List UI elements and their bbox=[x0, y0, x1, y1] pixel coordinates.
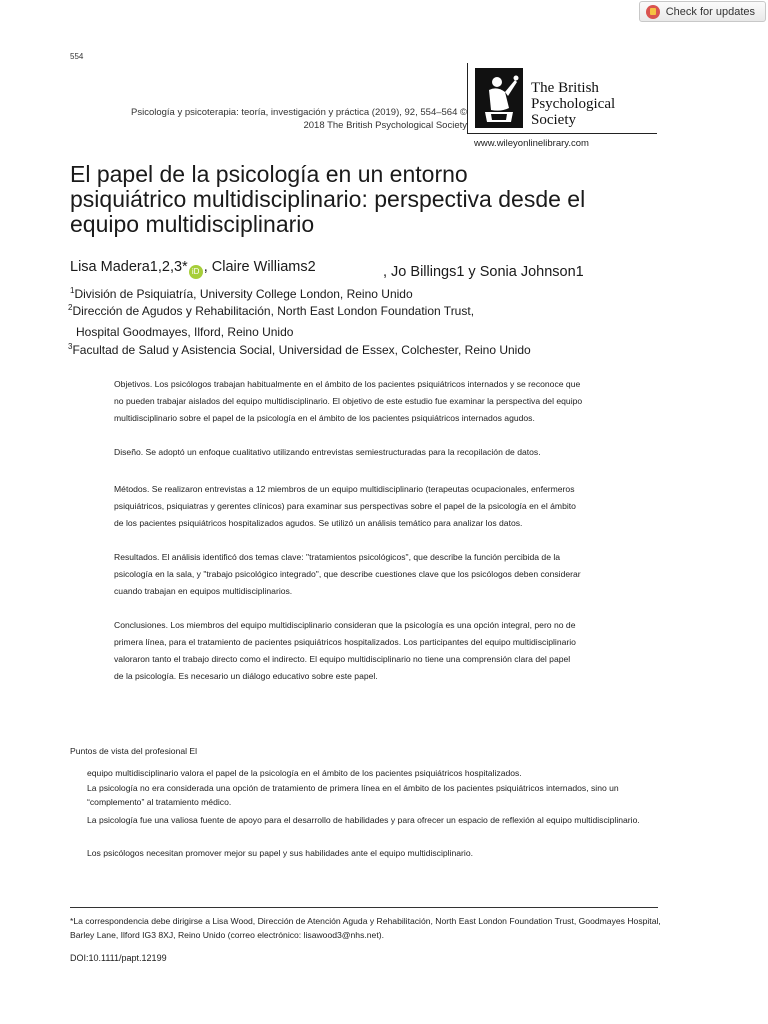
abstract-objetivos bbox=[114, 376, 654, 427]
abstract-line: Conclusiones. Los miembros del equipo multidisciplinario consideran que la psicología es una opción integral, pero no de bbox=[114, 620, 576, 630]
affiliation bbox=[70, 286, 413, 301]
abstract-line: valoraron tanto el trabajo directo como el indirecto. El equipo multidisciplinario no tiene una comprensión clara del papel bbox=[114, 654, 571, 664]
abstract-line: Resultados. El análisis identificó dos temas clave: "tratamientos psicológicos", que describe la función percibida de la bbox=[114, 552, 561, 562]
author-name: , Claire Williams2 bbox=[203, 259, 316, 275]
affiliation bbox=[68, 342, 531, 357]
practitioner-point: Los psicólogos necesitan promover mejor su papel y sus habilidades ante el equipo multidisciplinario. bbox=[87, 848, 473, 858]
abstract-metodos bbox=[114, 481, 654, 532]
header-horizontal-rule bbox=[467, 133, 657, 134]
abstract-line: Métodos. Se realizaron entrevistas a 12 miembros de un equipo multidisciplinario (terapeutas ocupacionales, enfermeros bbox=[114, 484, 575, 494]
abstract-line: multidisciplinario sobre el papel de la psicología en el ámbito de los pacientes psiquiátricos internados agudos. bbox=[114, 413, 535, 423]
abstract-conclusiones bbox=[114, 617, 654, 685]
author-name: Lisa Madera1,2,3* bbox=[70, 259, 188, 275]
author-list bbox=[70, 259, 316, 279]
logo-line1: The British bbox=[531, 80, 599, 96]
abstract-line: de la psicología. Es necesario un diálogo educativo sobre este papel. bbox=[114, 671, 378, 681]
affiliation-number: 1 bbox=[70, 286, 75, 295]
practitioner-point: La psicología no era considerada una opción de tratamiento de primera línea en el ámbito de los pacientes psiquiátricos internados, sino un “complemento” al tratamiento médico. bbox=[87, 783, 619, 807]
affiliation-text: Facultad de Salud y Asistencia Social, Universidad de Essex, Colchester, Reino Unido bbox=[72, 343, 531, 357]
abstract-line: psiquiátricos, psiquiatras y gerentes clínicos) para examinar sus perspectivas sobre el papel de la psicología en el ámbito bbox=[114, 501, 576, 511]
affiliation-text: Dirección de Agudos y Rehabilitación, North East London Foundation Trust, bbox=[72, 304, 475, 318]
abstract-line: no pueden trabajar aislados del equipo multidisciplinario. El objetivo de este estudio fue examinar la perspectiva del equipo bbox=[114, 396, 583, 406]
abstract-line: Diseño. Se adoptó un enfoque cualitativo utilizando entrevistas semiestructuradas para la recopilación de datos. bbox=[114, 447, 541, 457]
title-line2: psiquiátrico multidisciplinario: perspectiva desde el bbox=[70, 186, 586, 212]
bps-emblem-icon bbox=[475, 68, 523, 128]
abstract-resultados bbox=[114, 549, 654, 600]
practitioner-point: La psicología fue una valiosa fuente de apoyo para el desarrollo de habilidades y para ofrecer un espacio de reflexión al equipo multidisciplinario. bbox=[87, 815, 640, 825]
journal-citation bbox=[47, 106, 467, 132]
footnote-rule bbox=[70, 907, 658, 908]
practitioner-point: equipo multidisciplinario valora el papel de la psicología en el ámbito de los pacientes psiquiátricos hospitalizados. bbox=[87, 768, 522, 778]
bps-logo-text bbox=[531, 68, 655, 128]
journal-citation-line2: 2018 The British Psychological Society bbox=[303, 120, 467, 131]
abstract-line: psicología en la sala, y "trabajo psicológico integrado", que describe cuestiones clave que los psicólogos deben considerar bbox=[114, 569, 581, 579]
logo-line2: Psychological Society bbox=[531, 96, 616, 128]
abstract-line: cuando trabajan en equipos multidisciplinarios. bbox=[114, 586, 293, 596]
correspondence-footnote: *La correspondencia debe dirigirse a Lisa Wood, Dirección de Atención Aguda y Rehabilitación, North East London Foundation Trust, Goodmayes Hospital, Barley Lane, Ilford IG3 8XJ, Reino Unido (correo electrónico: lisawood3@nhs.net). bbox=[70, 916, 661, 940]
affiliation bbox=[68, 303, 474, 318]
author-list-continued: , Jo Billings1 y Sonia Johnson1 bbox=[383, 264, 584, 280]
abstract-line: Objetivos. Los psicólogos trabajan habitualmente en el ámbito de los pacientes psiquiátricos internados y se reconoce que bbox=[114, 379, 581, 389]
affiliation-number: 3 bbox=[68, 342, 73, 351]
affiliation-number: 2 bbox=[68, 303, 73, 312]
title-line1: El papel de la psicología en un entorno bbox=[70, 161, 468, 187]
page-number: 554 bbox=[70, 52, 84, 61]
practitioner-points-heading: Puntos de vista del profesional El bbox=[70, 746, 198, 756]
check-updates-label: Check for updates bbox=[665, 5, 755, 18]
doi[interactable]: DOI:10.1111/papt.12199 bbox=[70, 953, 167, 963]
affiliation-text: División de Psiquiatría, University College London, Reino Unido bbox=[74, 287, 413, 301]
title-line3: equipo multidisciplinario bbox=[70, 211, 315, 237]
check-for-updates-button[interactable] bbox=[639, 1, 766, 22]
affiliation bbox=[76, 324, 293, 339]
journal-url[interactable]: www.wileyonlinelibrary.com bbox=[474, 138, 589, 149]
abstract-line: de los pacientes psiquiátricos hospitalizados agudos. Se utilizó un análisis temático para analizar los datos. bbox=[114, 518, 523, 528]
orcid-icon[interactable]: iD bbox=[189, 265, 203, 279]
journal-citation-line1: Psicología y psicoterapia: teoría, investigación y práctica (2019), 92, 554–564 © bbox=[131, 107, 467, 118]
header-vertical-rule bbox=[467, 63, 468, 133]
bps-logo bbox=[475, 68, 655, 130]
abstract-line: primera línea, para el tratamiento de pacientes psiquiátricos hospitalizados. Los participantes del equipo multidisciplinario bbox=[114, 637, 576, 647]
affiliation-text: Hospital Goodmayes, Ilford, Reino Unido bbox=[76, 325, 294, 339]
crossmark-icon bbox=[646, 5, 660, 19]
abstract-diseno bbox=[114, 444, 654, 461]
article-title bbox=[70, 162, 690, 237]
